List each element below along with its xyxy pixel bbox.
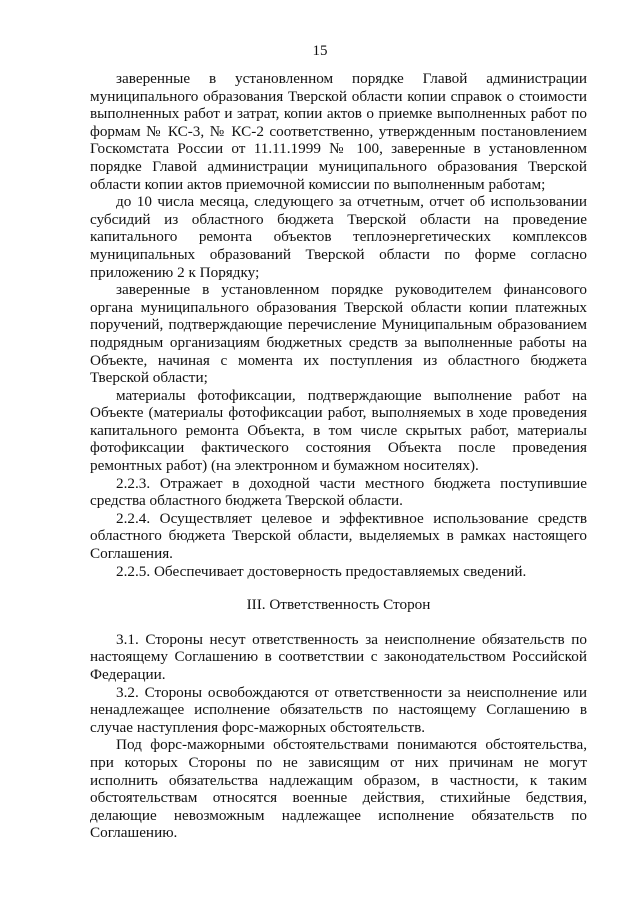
paragraph-2-2-5: 2.2.5. Обеспечивает достоверность предоставляемых сведений.: [116, 562, 527, 580]
paragraph-payment-orders: заверенные в установленном порядке руководителем финансового органа муниципального образования Тверской области копии платежных поручений, подтверждающие перечисление Муниципальным образованием подрядным организациям бюджетных средств за выполненные работы на Объекте, начиная с момента их поступления из областного бюджета Тверской области;: [90, 281, 587, 387]
paragraph-3-1: 3.1. Стороны несут ответственность за неисполнение обязательств по настоящему Соглашению в соответствии с законодательством Российской Федерации.: [90, 630, 587, 683]
paragraph-photo-materials: материалы фотофиксации, подтверждающие выполнение работ на Объекте (материалы фотофиксации работ, выполняемых в ходе проведения капитального ремонта Объекта, в том числе скрытых работ, материалы фотофиксации фактического состояния Объекта после проведения ремонтных работ) (на электронном и бумажном носителях).: [90, 386, 587, 475]
paragraph-3-2: 3.2. Стороны освобождаются от ответственности за неисполнение или ненадлежащее исполнение обязательств по настоящему Соглашению в случае наступления форс-мажорных обстоятельств.: [90, 683, 587, 736]
paragraph-2-2-4: 2.2.4. Осуществляет целевое и эффективное использование средств областного бюджета Тверской области, выделяемых в рамках настоящего Соглашения.: [90, 509, 587, 563]
paragraph-monthly-report: до 10 числа месяца, следующего за отчетным, отчет об использовании субсидий из областного бюджета Тверской области на проведение капитального ремонта объектов теплоэнергетических комплексов муниципальных образований Тверской области по форме согласно приложению 2 к Порядку;: [90, 193, 587, 281]
page-number: 15: [312, 43, 328, 59]
paragraph-force-majeure: Под форс-мажорными обстоятельствами понимаются обстоятельства, при которых Стороны по не зависящим от них причинам не могут исполнить обязательства надлежащим образом, в частности, к таким обстоятельствам относятся военные действия, стихийные бедствия, делающие невозможным надлежащее исполнение обязательств по Соглашению.: [90, 736, 587, 842]
document-body: [90, 70, 587, 842]
paragraph-certified-copies-acts: заверенные в установленном порядке Главой администрации муниципального образования Тверской области копии справок о стоимости выполненных работ и затрат, копии актов о приемке выполненных работ по формам № КС-3, № КС-2 соответственно, утвержденным постановлением Госкомстата России от 11.11.1999 № 100, заверенные в установленном порядке Главой администрации муниципального образования Тверской области копии актов приемочной комиссии по выполненным работам;: [90, 70, 587, 193]
section-heading: III. Ответственность Сторон: [246, 596, 431, 614]
paragraph-2-2-3: 2.2.3. Отражает в доходной части местного бюджета поступившие средства областного бюджета Тверской области.: [90, 474, 587, 510]
